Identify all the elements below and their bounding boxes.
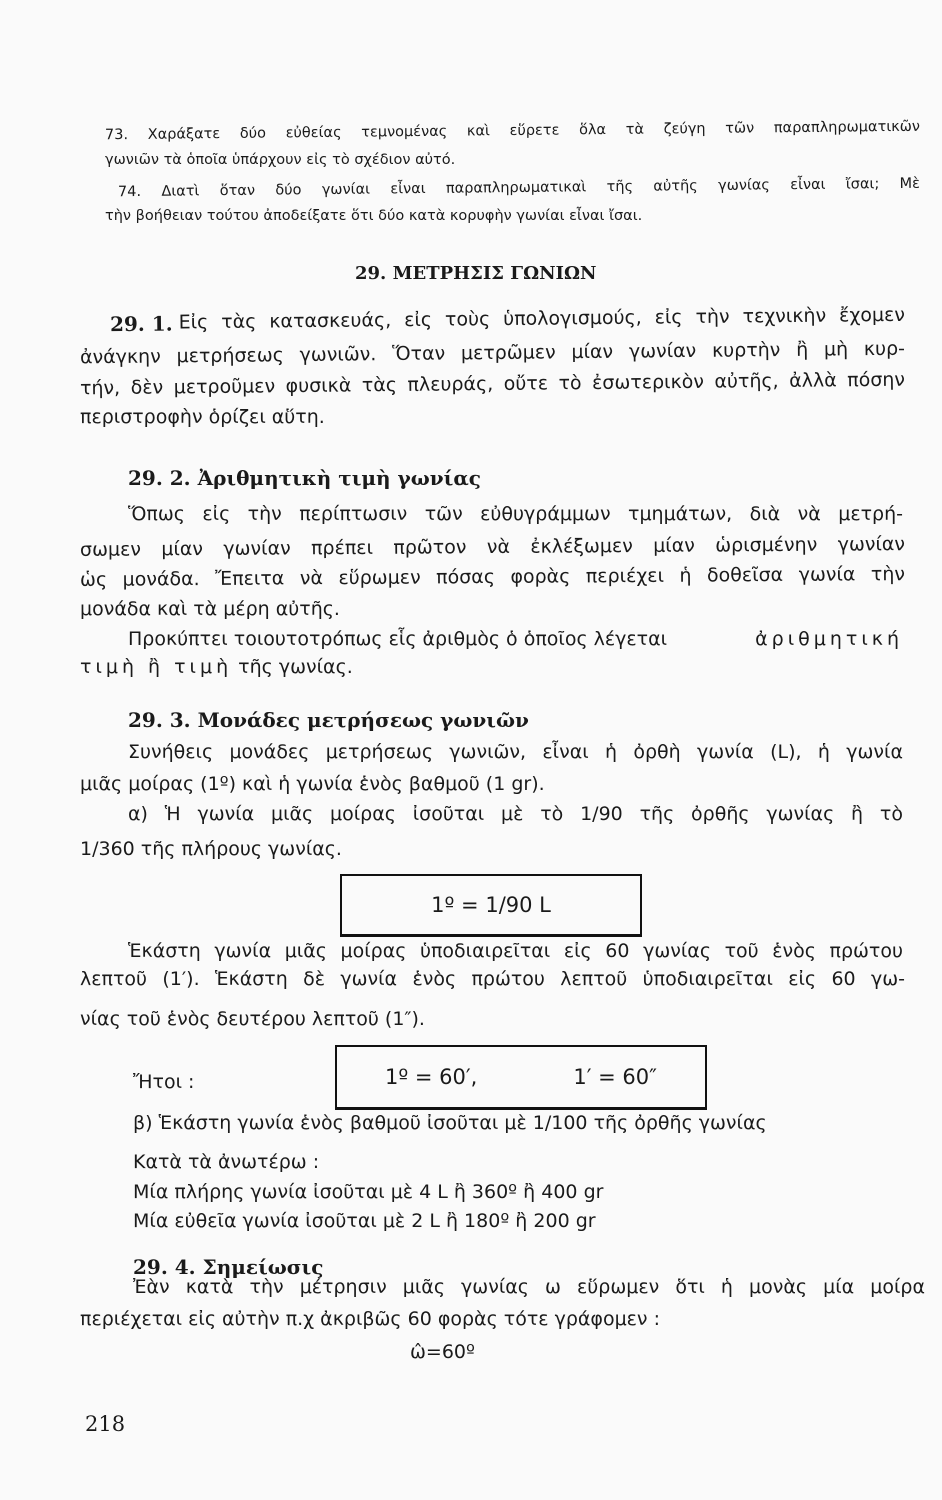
text-line: β) Ἑκάστη γωνία ἑνὸς βαθμοῦ ἰσοῦται μὲ 1/100 τῆς ὀρθῆς γωνίας [133,1112,767,1134]
text-line: Μία πλήρης γωνία ἰσοῦται μὲ 4 L ἢ 360º ἢ 400 gr [133,1181,604,1203]
text-line: μιᾶς μοίρας (1º) καὶ ἡ γωνία ἑνὸς βαθμοῦ (1 gr). [80,773,545,795]
text-line: Κατὰ τὰ ἀνωτέρω : [133,1151,320,1173]
chapter-title: 29. ΜΕΤΡΗΣΙΣ ΓΩΝΙΩΝ [355,263,597,284]
formula-box [335,1045,707,1110]
text-line [80,658,353,677]
formula: ω̂=60º [410,1341,475,1363]
term-emphasis: ἀριθμητική [755,628,903,650]
text-line: περιέχεται εἰς αὐτὴν π.χ ἀκριβῶς 60 φορὰς τότε γράφομεν : [80,1308,660,1330]
text-line: μονάδα καὶ τὰ μέρη αὐτῆς. [80,598,340,620]
text: τῆς γωνίας. [238,656,353,678]
formula-box [340,874,642,937]
text-line: Ἑκάστη γωνία μιᾶς μοίρας ὑποδιαιρεῖται εἰς 60 γωνίας τοῦ ἑνὸς πρώτου [128,940,903,962]
text-line: α) Ἡ γωνία μιᾶς μοίρας ἰσοῦται μὲ τὸ 1/90 τῆς ὀρθῆς γωνίας ἢ τὸ [128,803,903,825]
section-number: 29. 1. [109,311,173,337]
section-heading: 29. 2. Ἀριθμητικὴ τιμὴ γωνίας [128,466,481,490]
text-line: ὡς μονάδα. Ἔπειτα νὰ εὕρωμεν πόσας φορὰς περιέχει ἡ δοθεῖσα γωνία τὴν [79,563,906,591]
text-line: σωμεν μίαν γωνίαν πρέπει πρῶτον νὰ ἐκλέξωμεν μίαν ὡρισμένην γωνίαν [79,533,906,561]
formula: 1′ = 60″ [573,1065,657,1089]
section-heading: 29. 4. Σημείωσις [133,1255,324,1279]
text-line: νίας τοῦ ἑνὸς δευτέρου λεπτοῦ (1″). [80,1008,425,1030]
text-line: 74. Διατὶ ὅταν δύο γωνίαι εἶναι παραπληρωματικαὶ τῆς αὐτῆς γωνίας εἶναι ἴσαι; Μὲ [117,175,921,201]
text-line: τήν, δὲν μετροῦμεν φυσικὰ τὰς πλευράς, οὔτε τὸ ἐσωτερικὸν αὐτῆς, ἀλλὰ πόσην [79,368,906,400]
text-line: τὴν βοήθειαν τούτου ἀποδείξατε ὅτι δύο κατὰ κορυφὴν γωνίαι εἶναι ἴσαι. [105,208,643,224]
section-first-line [109,303,906,337]
text-line: ἀνάγκην μετρήσεως γωνιῶν. Ὅταν μετρῶμεν μίαν γωνίαν κυρτὴν ἢ μὴ κυρ- [79,337,906,369]
htoi-label: Ἤτοι : [133,1071,195,1093]
page-number: 218 [85,1412,126,1436]
section-heading: 29. 3. Μονάδες μετρήσεως γωνιῶν [128,708,529,732]
text-line: λεπτοῦ (1′). Ἑκάστη δὲ γωνία ἑνὸς πρώτου λεπτοῦ ὑποδιαιρεῖται εἰς 60 γω- [80,968,905,990]
text-line [128,630,903,649]
text-line: περιστροφὴν ὁρίζει αὕτη. [80,406,325,428]
text-line: Ἐὰν κατὰ τὴν μέτρησιν μιᾶς γωνίας ω εὕρωμεν ὅτι ἡ μονὰς μία μοίρα [133,1276,925,1298]
text-line: Εἰς τὰς κατασκευάς, εἰς τοὺς ὑπολογισμούς, εἰς τὴν τεχνικὴν ἔχομεν [178,303,906,334]
text: Προκύπτει τοιουτοτρόπως εἷς ἀριθμὸς ὁ ὁποῖος λέγεται [128,628,668,650]
text-line: 73. Χαράξατε δύο εὐθείας τεμνομένας καὶ εὕρετε ὅλα τὰ ζεύγη τῶν παραπληρωματικῶν [104,118,921,144]
text-line: Μία εὐθεῖα γωνία ἰσοῦται μὲ 2 L ἢ 180º ἢ 200 gr [133,1210,596,1232]
formula: 1º = 1/90 L [431,893,551,917]
formula: 1º = 60′, [384,1065,478,1089]
term-emphasis: τιμὴ ἢ τιμὴ [80,656,233,678]
text-line: Ὅπως εἰς τὴν περίπτωσιν τῶν εὐθυγράμμων τμημάτων, διὰ νὰ μετρή- [128,503,903,525]
text-line: 1/360 τῆς πλήρους γωνίας. [80,838,342,860]
text-line: Συνήθεις μονάδες μετρήσεως γωνιῶν, εἶναι ἡ ὀρθὴ γωνία (L), ἡ γωνία [128,741,903,763]
text-line: γωνιῶν τὰ ὁποῖα ὑπάρχουν εἰς τὸ σχέδιον αὐτό. [105,152,456,168]
